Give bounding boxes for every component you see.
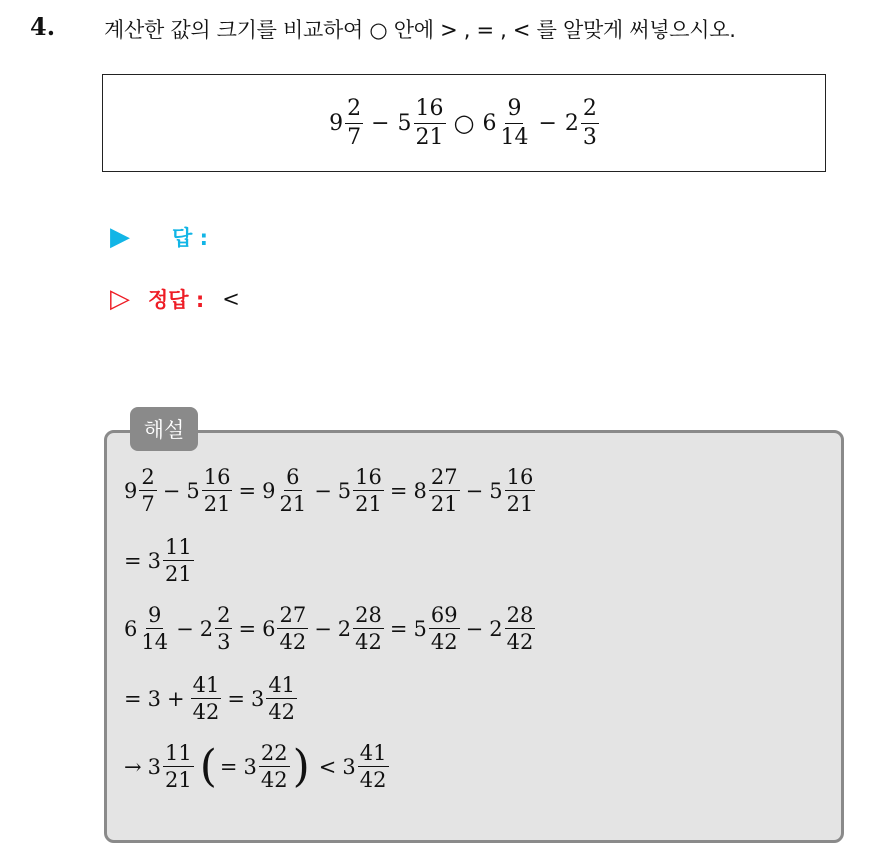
whole-part: 5 [186, 478, 200, 503]
mixed-number [338, 604, 384, 653]
numerator: 28 [505, 604, 536, 629]
answer-row[interactable] [110, 222, 208, 252]
denominator: 3 [217, 630, 231, 655]
denominator: 7 [347, 124, 362, 150]
numerator: 16 [202, 466, 233, 491]
fraction [266, 674, 297, 723]
numerator: 9 [505, 97, 523, 123]
correct-answer-label: 정답 : [148, 288, 205, 312]
equals-sign: = [227, 686, 245, 711]
solution-tag: 해설 [130, 407, 198, 451]
mixed-number [262, 604, 308, 653]
numerator: 11 [163, 742, 194, 767]
play-arrow-icon: ▶ [110, 222, 130, 252]
mixed-number [251, 674, 297, 723]
mixed-number [414, 466, 460, 515]
numerator: 2 [345, 97, 363, 123]
whole-part: 5 [413, 616, 427, 641]
whole-part: 6 [482, 110, 497, 136]
solution-line-2 [124, 536, 194, 585]
mixed-number [338, 466, 384, 515]
solution-line-3 [124, 604, 535, 653]
whole-part: 5 [489, 478, 503, 503]
fraction [277, 466, 308, 515]
denominator: 21 [164, 768, 192, 793]
less-than-sign: < [318, 754, 337, 779]
denominator: 42 [430, 630, 458, 655]
numerator: 69 [429, 604, 460, 629]
equals-sign: = [124, 686, 142, 711]
numerator: 16 [505, 466, 536, 491]
numerator: 9 [146, 604, 163, 629]
numerator: 41 [266, 674, 297, 699]
denominator: 42 [355, 630, 382, 655]
numerator: 2 [215, 604, 232, 629]
numerator: 6 [284, 466, 301, 491]
denominator: 42 [268, 700, 296, 725]
implies-arrow: → [124, 754, 142, 779]
numerator: 2 [581, 97, 599, 123]
mixed-number [342, 742, 388, 791]
denominator: 21 [355, 492, 382, 517]
denominator: 21 [203, 492, 231, 517]
numerator: 2 [139, 466, 156, 491]
minus-sign: − [371, 110, 390, 136]
whole-number: 3 [147, 686, 161, 711]
outline-arrow-icon: ▷ [110, 284, 130, 314]
solution-line-5 [124, 742, 389, 791]
denominator: 42 [279, 630, 307, 655]
fraction [163, 536, 194, 585]
whole-part: 6 [262, 616, 276, 641]
fraction [259, 742, 290, 791]
mixed-number [124, 604, 170, 653]
denominator: 42 [359, 768, 387, 793]
denominator: 21 [506, 492, 534, 517]
whole-part: 9 [262, 478, 276, 503]
denominator: 21 [415, 124, 444, 150]
answer-label: 답 : [172, 226, 208, 250]
equals-sign: = [238, 616, 257, 641]
question-text: 계산한 값의 크기를 비교하여 ○ 안에 > , = , < 를 알맞게 써넣으시오. [104, 18, 736, 42]
minus-sign: − [465, 616, 484, 641]
correct-answer-value: < [222, 287, 240, 311]
whole-part: 2 [564, 110, 579, 136]
whole-part: 3 [147, 754, 161, 779]
minus-sign: − [176, 616, 194, 641]
numerator: 27 [429, 466, 460, 491]
minus-sign: − [465, 478, 484, 503]
mixed-number [186, 466, 232, 515]
whole-part: 9 [329, 110, 344, 136]
mixed-number [489, 604, 535, 653]
fraction [581, 97, 599, 148]
question-number: 4. [30, 12, 56, 41]
equals-sign: = [219, 754, 238, 779]
fraction [277, 604, 308, 653]
mixed-number [489, 466, 535, 515]
mixed-number [124, 466, 157, 515]
fraction [139, 604, 170, 653]
denominator: 3 [582, 124, 597, 150]
fraction [353, 466, 384, 515]
denominator: 21 [430, 492, 458, 517]
fraction [358, 742, 389, 791]
equals-sign: = [238, 478, 257, 503]
fraction [414, 97, 446, 148]
mixed-number [200, 604, 233, 653]
whole-part: 3 [147, 548, 161, 573]
fraction [202, 466, 233, 515]
fraction [345, 97, 363, 148]
whole-part: 2 [199, 616, 214, 641]
mixed-number [148, 536, 194, 585]
denominator: 42 [192, 700, 220, 725]
whole-part: 9 [124, 478, 138, 503]
fraction [191, 674, 222, 723]
numerator: 11 [163, 536, 194, 561]
whole-part: 2 [337, 616, 352, 641]
whole-part: 8 [413, 478, 427, 503]
fraction [215, 604, 232, 653]
numerator: 41 [358, 742, 389, 767]
answer-circle-blank[interactable]: ○ [453, 109, 475, 137]
fraction [429, 604, 460, 653]
denominator: 42 [260, 768, 288, 793]
denominator: 21 [279, 492, 307, 517]
fraction [353, 604, 384, 653]
whole-part: 3 [342, 754, 356, 779]
fraction [505, 604, 536, 653]
whole-part: 5 [397, 110, 412, 136]
plus-sign: + [166, 686, 185, 711]
fraction [505, 466, 536, 515]
denominator: 7 [141, 492, 155, 517]
right-paren: ) [292, 740, 310, 792]
numerator: 16 [353, 466, 384, 491]
numerator: 22 [259, 742, 290, 767]
minus-sign: − [162, 478, 181, 503]
solution-line-4 [124, 674, 297, 723]
minus-sign: − [314, 478, 332, 503]
comparison-expression [329, 97, 599, 148]
minus-sign: − [314, 616, 332, 641]
whole-part: 6 [124, 616, 138, 641]
mixed-number [148, 742, 194, 791]
equals-sign: = [124, 548, 142, 573]
whole-part: 3 [250, 686, 265, 711]
fraction [163, 742, 194, 791]
mixed-number [482, 97, 530, 148]
mixed-number [244, 742, 290, 791]
mixed-number [565, 97, 599, 148]
mixed-number [398, 97, 446, 148]
fraction [429, 466, 460, 515]
numerator: 16 [414, 97, 446, 123]
left-paren: ( [199, 740, 217, 792]
whole-part: 3 [243, 754, 257, 779]
solution-line-1 [124, 466, 535, 515]
fraction [498, 97, 530, 148]
correct-answer-row [110, 284, 240, 314]
denominator: 42 [506, 630, 534, 655]
equals-sign: = [389, 616, 408, 641]
whole-part: 5 [337, 478, 352, 503]
whole-part: 2 [489, 616, 503, 641]
denominator: 14 [500, 124, 529, 150]
equals-sign: = [389, 478, 408, 503]
numerator: 28 [353, 604, 384, 629]
mixed-number [329, 97, 363, 148]
expression-box [102, 74, 826, 172]
mixed-number [262, 466, 308, 515]
mixed-number [414, 604, 460, 653]
denominator: 14 [141, 630, 169, 655]
minus-sign: − [538, 110, 557, 136]
numerator: 27 [277, 604, 308, 629]
numerator: 41 [191, 674, 222, 699]
denominator: 21 [164, 562, 192, 587]
fraction [139, 466, 156, 515]
